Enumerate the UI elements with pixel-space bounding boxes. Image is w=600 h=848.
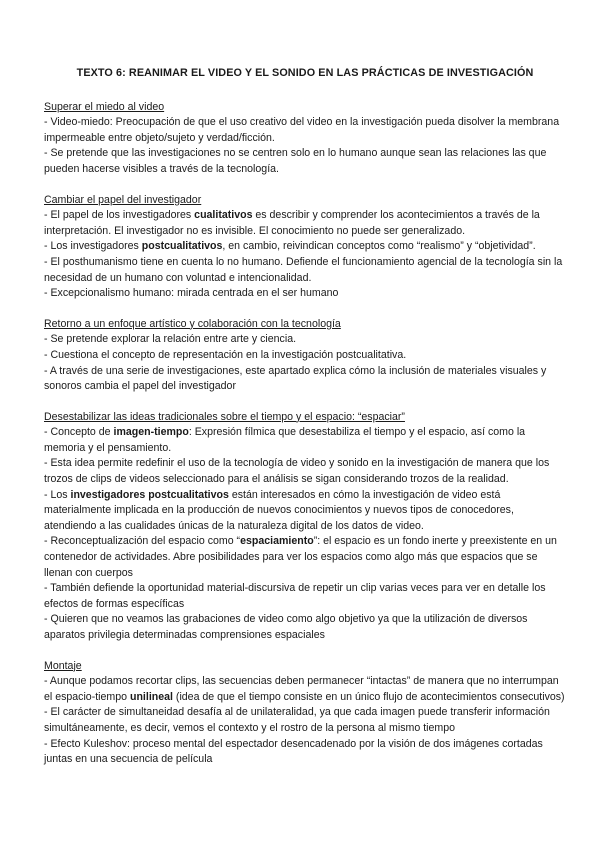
text-run: : Expresión fílmica que desestabiliza el tiempo y el espacio, así como la memoria y el pensamiento. — [44, 426, 526, 454]
text-run: - Video-miedo: Preocupación de que el uso creativo del video en la investigación pueda disolver la membrana impermeable entre objeto/sujeto y verdad/ficción. — [44, 116, 560, 144]
text-run: - Los — [44, 488, 71, 501]
text-run: - Concepto de — [44, 426, 114, 439]
bullet-paragraph — [44, 534, 566, 581]
text-run: - Efecto Kuleshov: proceso mental del espectador desencadenado por la visión de dos imágenes cortadas juntas en una secuencia de película — [44, 737, 543, 766]
text-run: - Se pretende que las investigaciones no se centren solo en lo humano aunque sean las relaciones las que pueden hacerse visibles a través de la tecnología. — [44, 147, 547, 175]
bold-term: investigadores postcualitativos — [70, 488, 229, 501]
section-heading: Cambiar el papel del investigador — [44, 193, 202, 206]
section — [44, 317, 566, 395]
text-run: - Reconceptualización del espacio como “ — [44, 535, 241, 548]
text-run: - Se pretende explorar la relación entre arte y ciencia. — [44, 333, 297, 346]
bullet-paragraph — [44, 348, 566, 364]
section — [44, 193, 566, 302]
section — [44, 100, 566, 178]
bullet-paragraph — [44, 612, 566, 643]
text-run: - Aunque podamos recortar clips, las secuencias deben permanecer “intactas” de manera que no interrumpan el espacio-tiempo — [44, 675, 559, 703]
text-run: - A través de una serie de investigaciones, este apartado explica cómo la inclusión de materiales visuales y sonoros cambia el papel del investigador — [44, 364, 547, 393]
bold-term: postcualitativos — [141, 240, 223, 253]
bold-term: unilineal — [129, 690, 173, 703]
bullet-paragraph — [44, 705, 566, 736]
text-run: - Los investigadores — [44, 240, 142, 253]
bullet-paragraph — [44, 255, 566, 286]
bullet-paragraph — [44, 425, 566, 456]
text-run: - El papel de los investigadores — [44, 209, 195, 222]
section-heading: Retorno a un enfoque artístico y colaboración con la tecnología — [44, 317, 341, 330]
bold-term: cualitativos — [194, 209, 253, 222]
text-run: - Excepcionalismo humano: mirada centrada en el ser humano — [44, 287, 339, 300]
section — [44, 659, 566, 768]
text-run: - Cuestiona el concepto de representación en la investigación postcualitativa. — [44, 348, 407, 361]
bullet-paragraph — [44, 332, 566, 348]
bullet-paragraph — [44, 737, 566, 768]
text-run: , en cambio, reivindican conceptos como “realismo” y “objetividad”. — [222, 240, 536, 253]
text-run: - El posthumanismo tiene en cuenta lo no humano. Defiende el funcionamiento agencial de la tecnología sin la necesidad de un humano con voluntad e intencionalidad. — [44, 255, 563, 284]
text-run: - También defiende la oportunidad material-discursiva de repetir un clip varias veces para ver en detalle los efectos de formas específicas — [44, 582, 546, 610]
bullet-paragraph — [44, 208, 566, 239]
document-body — [44, 100, 566, 768]
bold-term: espaciamiento — [240, 535, 314, 548]
bullet-paragraph — [44, 115, 566, 146]
text-run: es describir y comprender los acontecimientos a través de la interpretación. El investigador no es invisible. El conocimiento no puede ser generalizado. — [44, 209, 540, 237]
bullet-paragraph — [44, 239, 566, 255]
section-heading: Desestabilizar las ideas tradicionales sobre el tiempo y el espacio: “espaciar” — [44, 410, 405, 423]
text-run: - Esta idea permite redefinir el uso de la tecnología de video y sonido en la investigación de manera que los trozos de clips de videos seleccionado para el análisis se sigan considerando trozos de la realidad. — [44, 457, 550, 486]
bullet-paragraph — [44, 674, 566, 705]
text-run: están interesados en cómo la investigación de video está materialmente implicada en la producción de nuevos conocimientos y nuevos tipos de conocedores, atendiendo a las cualidades únicas de la naturaleza digital de los datos de video. — [44, 488, 514, 532]
bullet-paragraph — [44, 364, 566, 395]
text-run: ”: el espacio es un fondo inerte y preexistente en un contenedor de actividades. Abre posibilidades para ver los espacios como algo más que espacios que se llenan con cuerpos — [44, 535, 557, 579]
document-page — [44, 66, 566, 783]
section-heading: Superar el miedo al video — [44, 100, 165, 113]
text-run: - El carácter de simultaneidad desafía al de unilateralidad, ya que cada imagen puede transferir información simultáneamente, es decir, vemos el contexto y el rostro de la persona al mismo tiempo — [44, 706, 550, 734]
section — [44, 410, 566, 644]
bullet-paragraph — [44, 581, 566, 612]
bullet-paragraph — [44, 456, 566, 487]
text-run: (idea de que el tiempo consiste en un único flujo de acontecimientos consecutivos) — [172, 690, 565, 703]
bullet-paragraph — [44, 488, 566, 535]
document-title: TEXTO 6: REANIMAR EL VIDEO Y EL SONIDO EN LAS PRÁCTICAS DE INVESTIGACIÓN — [76, 67, 534, 79]
bullet-paragraph — [44, 286, 566, 302]
bold-term: imagen-tiempo — [113, 426, 189, 439]
text-run: - Quieren que no veamos las grabaciones de video como algo objetivo ya que la utilización de diversos aparatos privilegia determinadas comprensiones espaciales — [44, 613, 528, 641]
bullet-paragraph — [44, 146, 566, 177]
section-heading: Montaje — [44, 659, 82, 672]
